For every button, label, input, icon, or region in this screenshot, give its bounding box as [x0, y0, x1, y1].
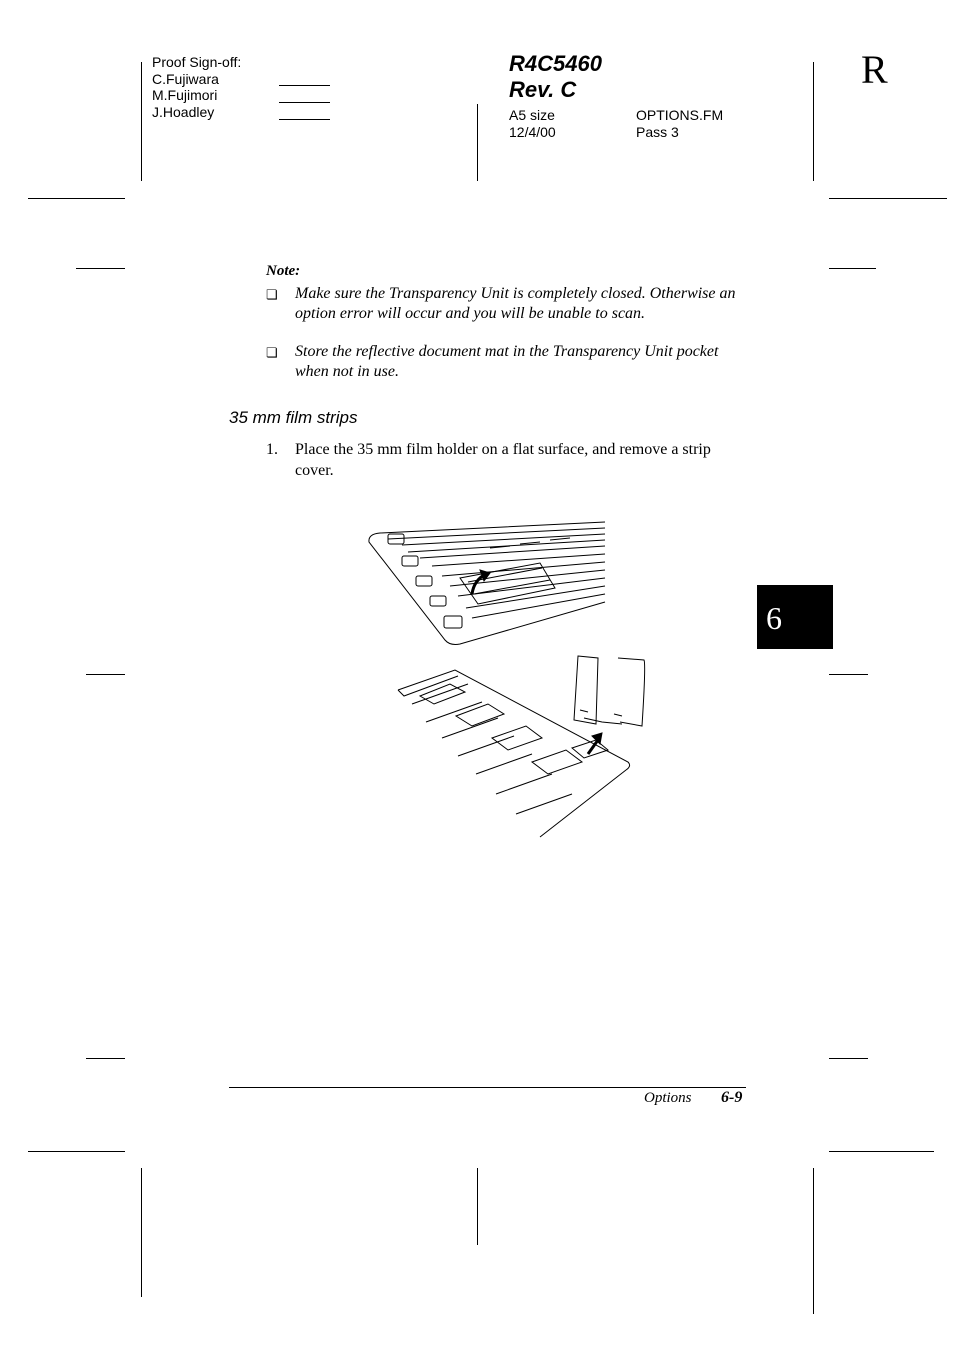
signer-name: J.Hoadley	[152, 103, 215, 120]
model-number: R4C5460	[509, 51, 602, 76]
bullet-icon: ❏	[266, 345, 278, 360]
file-pass	[636, 107, 723, 140]
film-holder-illustration	[360, 518, 660, 843]
bullet-icon: ❏	[266, 287, 278, 302]
note-item: Store the reflective document mat in the Transparency Unit pocket when not in use.	[295, 343, 719, 380]
crop-mark	[141, 1168, 142, 1297]
section-title: 35 mm film strips	[229, 408, 358, 427]
footer-rule	[229, 1087, 746, 1088]
signer-name: C.Fujiwara	[152, 70, 219, 87]
model-header	[509, 51, 602, 103]
note-label: Note:	[266, 263, 301, 279]
crop-mark	[829, 268, 876, 269]
revision: Rev. C	[509, 77, 577, 102]
signature-line	[279, 102, 330, 103]
crop-mark	[28, 198, 125, 199]
crop-mark	[829, 1151, 934, 1152]
crop-mark	[829, 674, 868, 675]
crop-mark	[477, 104, 478, 181]
crop-mark	[141, 62, 142, 181]
crop-mark	[813, 1168, 814, 1314]
signature-line	[279, 85, 330, 86]
paper-size: A5 size	[509, 107, 555, 123]
signature-line	[279, 119, 330, 120]
proof-title: Proof Sign-off:	[152, 54, 242, 70]
filename: OPTIONS.FM	[636, 107, 724, 123]
crop-mark	[813, 62, 814, 181]
crop-mark	[477, 1168, 478, 1245]
film-holder-closeup	[369, 522, 605, 645]
note-item: Make sure the Transparency Unit is completely closed. Otherwise an option error will occur and you will be unable to scan.	[295, 285, 736, 322]
crop-mark	[829, 198, 947, 199]
page-number: 6-9	[721, 1089, 743, 1106]
proof-signoff	[152, 54, 241, 120]
corner-letter: R	[861, 47, 888, 92]
step-text: Place the 35 mm film holder on a flat surface, and remove a strip cover.	[295, 441, 711, 479]
chapter-number: 6	[766, 600, 782, 636]
signer-name: M.Fujimori	[152, 87, 218, 103]
pass-number: Pass 3	[636, 123, 679, 140]
crop-mark	[86, 674, 125, 675]
crop-mark	[86, 1058, 125, 1059]
crop-mark	[829, 1058, 868, 1059]
footer-section-label: Options	[644, 1090, 692, 1106]
date: 12/4/00	[509, 123, 556, 140]
crop-mark	[76, 268, 125, 269]
step-number: 1.	[266, 441, 278, 458]
size-date	[509, 107, 556, 140]
film-holder-full	[398, 656, 645, 837]
crop-mark	[28, 1151, 125, 1152]
